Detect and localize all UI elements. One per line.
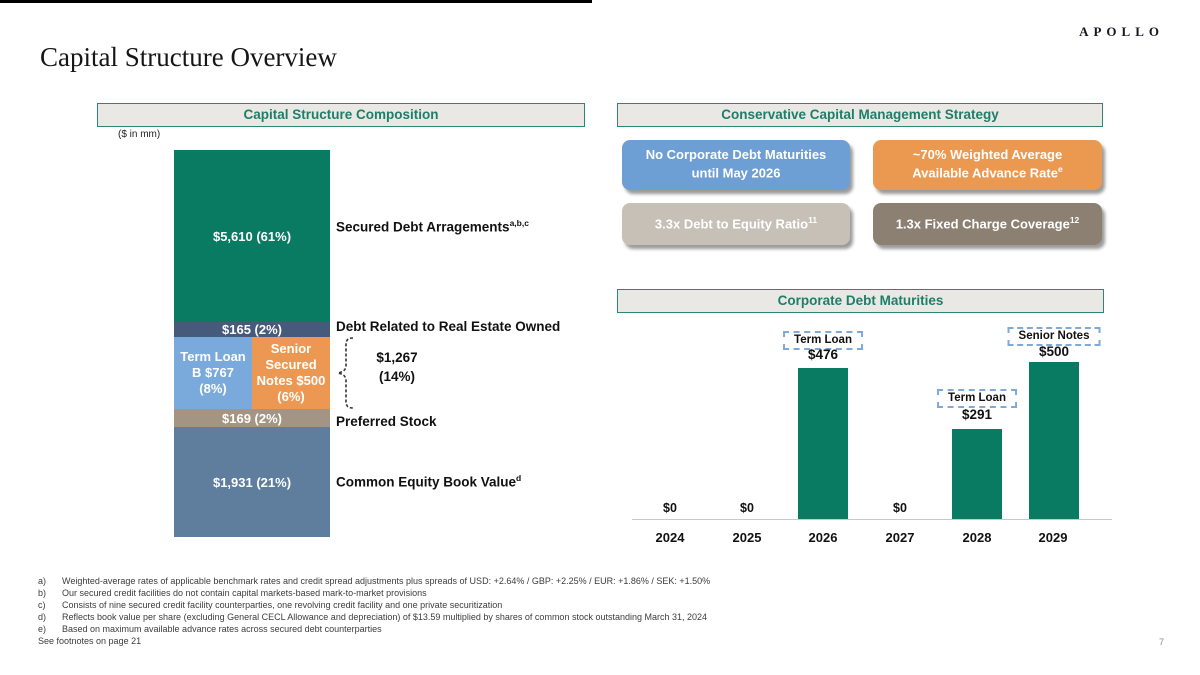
value-label-2027: $0: [893, 501, 907, 515]
strategy-box-fixed-charge: [873, 203, 1102, 245]
see-footnotes-note: See footnotes on page 21: [38, 636, 142, 646]
footnote-d-marker: d): [38, 612, 47, 622]
strategy-box-debt-to-equity-label: 3.3x Debt to Equity Ratio$^{11}$: [654, 214, 818, 232]
secured-debt-side-text: Secured Debt Arragements: [336, 219, 510, 235]
strategy-box-advance-rate: [873, 140, 1102, 190]
segment-preferred-stock: [174, 409, 330, 427]
footnote-b: [38, 588, 427, 598]
value-label-2029: $500: [1038, 344, 1070, 359]
composition-header: Capital Structure Composition: [97, 103, 585, 127]
x-tick-2024: 2024: [655, 530, 685, 545]
segment-common-equity-label: $1,931 (21%): [212, 474, 292, 490]
footnote-c-text: Consists of nine secured credit facility counterparties, one revolving credit facility and one private securitization: [62, 600, 503, 610]
value-label-2025: $0: [740, 501, 754, 515]
segment-senior-secured-notes: [252, 337, 330, 409]
bar-2026: [798, 368, 848, 519]
top-rule: [0, 0, 592, 3]
footnote-d: [38, 612, 707, 622]
segment-senior-secured-notes-label: Senior Secured Notes $500 (6%): [256, 340, 326, 405]
real-estate-side-label: [336, 319, 560, 334]
bar-2028: [952, 429, 1002, 519]
x-tick-2025: 2025: [732, 530, 762, 545]
footnote-e: [38, 624, 382, 634]
bracket-brace-icon: [335, 336, 357, 410]
secured-debt-side-label: [336, 218, 529, 235]
bar-2029: [1029, 362, 1079, 519]
footnote-b-marker: b): [38, 588, 47, 598]
common-equity-footnote-sup: d: [516, 473, 522, 483]
tag-term-loan-2028: Term Loan: [937, 389, 1017, 408]
strategy-box-no-maturities-label: No Corporate Debt Maturities until May 2026: [645, 147, 827, 181]
footnote-b-text: Our secured credit facilities do not contain capital markets-based mark-to-market provisions: [62, 588, 427, 598]
tag-term-loan-2026: Term Loan: [783, 331, 863, 350]
preferred-stock-side-label: [336, 414, 437, 429]
segment-secured-debt-label: $5,610 (61%): [212, 228, 292, 244]
segment-preferred-stock-label: $169 (2%): [222, 410, 282, 426]
footnote-a: [38, 576, 710, 586]
x-tick-2026: 2026: [808, 530, 838, 545]
footnote-c: [38, 600, 502, 610]
footnote-d-text: Reflects book value per share (excluding General CECL Allowance and depreciation) of $13.59 multiplied by shares of common stock outstanding March 31, 2024: [62, 612, 708, 622]
bracket-amount: $1,267: [376, 350, 418, 365]
real-estate-side-text: Debt Related to Real Estate Owned: [336, 319, 561, 334]
page-number: 7: [1158, 637, 1164, 647]
footnote-e-marker: e): [38, 624, 47, 634]
segment-split-row: [174, 337, 330, 409]
footnote-c-marker: c): [38, 600, 46, 610]
apollo-logo: APOLLO: [1079, 24, 1164, 39]
tag-senior-notes-2029: Senior Notes: [1008, 327, 1101, 346]
segment-secured-debt: [174, 150, 330, 322]
bracket-total-label: [360, 349, 434, 387]
segment-term-loan-b: [174, 337, 252, 409]
strategy-box-fixed-charge-label: 1.3x Fixed Charge Coverage$^{12}$: [895, 214, 1080, 232]
value-label-2024: $0: [663, 501, 677, 515]
x-tick-2029: 2029: [1038, 530, 1068, 545]
footnote-e-text: Based on maximum available advance rates across secured debt counterparties: [62, 624, 382, 634]
page-title: Capital Structure Overview: [40, 42, 337, 72]
common-equity-side-text: Common Equity Book Value: [336, 474, 517, 490]
units-label: ($ in mm): [118, 129, 161, 140]
value-label-2026: $476: [807, 347, 839, 362]
strategy-box-no-maturities: [622, 140, 850, 190]
footnote-a-text: Weighted-average rates of applicable benchmark rates and credit spread adjustments plus spreads of USD: +2.64% / GBP: +2.25% / EUR: +1.86% / SEK: +1.50%: [62, 576, 711, 586]
strategy-box-advance-rate-label: ~70% Weighted Average Available Advance Rate$^e$: [912, 147, 1063, 181]
segment-real-estate-debt: [174, 322, 330, 337]
strategy-box-debt-to-equity: [622, 203, 850, 245]
preferred-stock-side-text: Preferred Stock: [336, 414, 437, 429]
secured-debt-footnote-sup: a,b,c: [509, 218, 529, 228]
bracket-pct: (14%): [378, 368, 415, 384]
maturities-header: Corporate Debt Maturities: [617, 289, 1104, 313]
x-tick-2028: 2028: [962, 530, 992, 545]
segment-real-estate-debt-label: $165 (2%): [222, 322, 282, 337]
common-equity-side-label: [336, 473, 521, 490]
value-label-2028: $291: [961, 407, 993, 422]
strategy-header: Conservative Capital Management Strategy: [617, 103, 1103, 127]
segment-common-equity: [174, 427, 330, 537]
footnote-a-marker: a): [38, 576, 47, 586]
segment-term-loan-b-label: Term Loan B $767 (8%): [180, 348, 246, 397]
x-axis-line: [632, 519, 1112, 520]
x-tick-2027: 2027: [885, 530, 915, 545]
